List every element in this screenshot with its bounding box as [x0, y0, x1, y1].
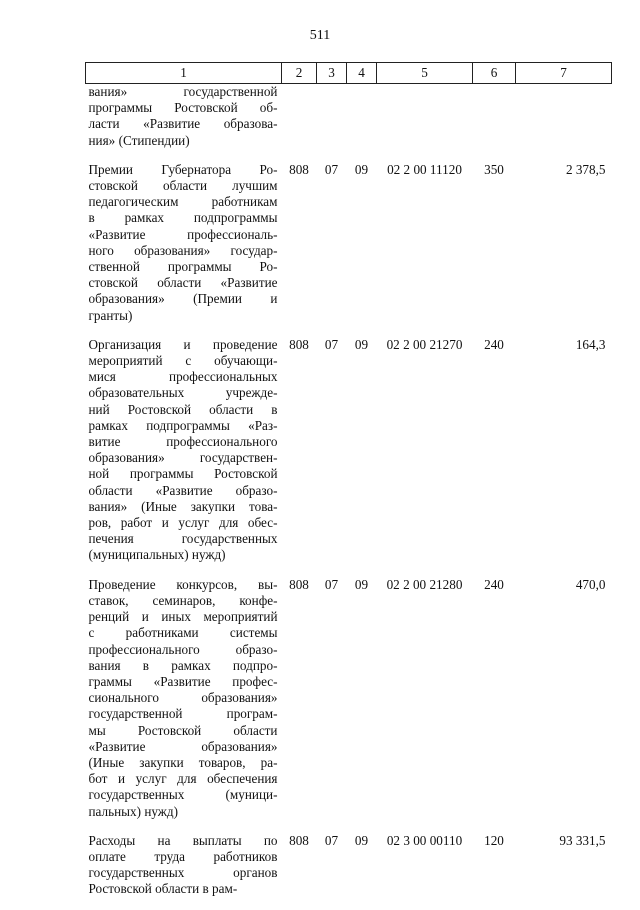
row-description [86, 832, 282, 910]
description-line: стовской области «Развитие [88, 275, 278, 291]
description-line: государственных органов [88, 865, 278, 881]
description-line: ний Ростовской области в [88, 401, 278, 417]
description-line: в рамках подпрограммы [88, 210, 278, 226]
ministry-code-cell: 808 [289, 161, 309, 177]
column-header-7: 7 [516, 63, 612, 84]
description-line: ренций и иных мероприятий [88, 609, 278, 625]
description-line: пальных) нужд) [88, 803, 179, 819]
description-line: граммы «Развитие профес- [88, 673, 278, 689]
description-line: программы Ростовской об- [88, 100, 278, 116]
column-header-5: 5 [377, 63, 473, 84]
description-line: витие профессионального [88, 434, 278, 450]
description-line: оплате труда работников [88, 848, 278, 864]
target-article-cell: 02 3 00 00110 [386, 832, 463, 848]
description-line: образовательных учрежде- [88, 385, 278, 401]
description-line: ного образования» государ- [88, 242, 278, 258]
ministry-code-cell: 808 [289, 336, 309, 352]
description-line: педагогическим работникам [88, 194, 278, 210]
column-header-3: 3 [317, 63, 347, 84]
subsection-code-cell: 09 [354, 832, 369, 848]
amount-cell: 2 378,5 [565, 161, 606, 177]
description-line: Проведение конкурсов, вы- [88, 576, 278, 592]
table-row [86, 832, 612, 910]
description-line: вания» (Иные закупки това- [88, 498, 278, 514]
description-line: стовской области лучшим [88, 178, 278, 194]
budget-table [85, 62, 612, 910]
description-line: образования» (Премии и [88, 291, 278, 307]
ministry-code-cell: 808 [289, 832, 309, 848]
subsection-code-cell: 09 [354, 336, 369, 352]
row-description [86, 161, 282, 336]
expense-type-cell: 240 [484, 576, 504, 592]
description-line: (муниципальных) нужд) [88, 547, 226, 563]
section-code-cell: 07 [324, 832, 339, 848]
column-header-2: 2 [282, 63, 317, 84]
amount-cell: 470,0 [575, 576, 606, 592]
column-header-1: 1 [86, 63, 282, 84]
description-line: Премии Губернатора Ро- [88, 161, 278, 177]
description-line: «Развитие профессиональ- [88, 226, 278, 242]
description-line: печения государственных [88, 531, 278, 547]
target-article-cell: 02 2 00 11120 [387, 161, 462, 177]
table-header [86, 63, 612, 84]
subsection-code-cell: 09 [354, 576, 369, 592]
row-description [86, 576, 282, 832]
description-line: ров, работ и услуг для обес- [88, 515, 278, 531]
section-code-cell: 07 [324, 336, 339, 352]
amount-cell: 93 331,5 [559, 832, 606, 848]
expense-type-cell: 240 [484, 336, 504, 352]
empty-cell [347, 84, 377, 161]
description-line: (Иные закупки товаров, ра- [88, 754, 278, 770]
target-article-cell: 02 2 00 21270 [386, 336, 463, 352]
empty-cell [317, 84, 347, 161]
description-line: гранты) [88, 307, 133, 323]
column-header-4: 4 [347, 63, 377, 84]
description-line: мероприятий с обучающи- [88, 353, 278, 369]
description-line: ния» (Стипендии) [88, 132, 190, 148]
description-line: профессионального образо- [88, 641, 278, 657]
description-line: сионального образования» [88, 690, 278, 706]
description-line: мися профессиональных [88, 369, 278, 385]
description-line: государственных (муници- [88, 787, 278, 803]
description-line: «Развитие образования» [88, 738, 278, 754]
row-description [86, 84, 282, 161]
description-line: образования» государствен- [88, 450, 278, 466]
table-row [86, 576, 612, 832]
empty-cell [377, 84, 473, 161]
table-row [86, 336, 612, 576]
description-line: ной программы Ростовской [88, 466, 278, 482]
description-line: государственной програм- [88, 706, 278, 722]
description-line: ставок, семинаров, конфе- [88, 592, 278, 608]
expense-type-cell: 350 [484, 161, 504, 177]
description-line: бот и услуг для обеспечения [88, 771, 278, 787]
description-line: Расходы на выплаты по [88, 832, 278, 848]
expense-type-cell: 120 [484, 832, 504, 848]
description-line: ласти «Развитие образова- [88, 116, 278, 132]
section-code-cell: 07 [324, 161, 339, 177]
empty-cell [473, 84, 516, 161]
description-line: вания» государственной [88, 84, 278, 99]
description-line: рамках подпрограммы «Раз- [88, 417, 278, 433]
section-code-cell: 07 [324, 576, 339, 592]
subsection-code-cell: 09 [354, 161, 369, 177]
table-body [86, 84, 612, 910]
description-line: мы Ростовской области [88, 722, 278, 738]
description-line: ственной программы Ро- [88, 259, 278, 275]
target-article-cell: 02 2 00 21280 [386, 576, 463, 592]
page-number: 511 [309, 28, 331, 43]
description-line: Ростовской области в рам- [88, 881, 238, 897]
description-line: Организация и проведение [88, 336, 278, 352]
description-line: области «Развитие образо- [88, 482, 278, 498]
empty-cell [516, 84, 612, 161]
description-line: с работниками системы [88, 625, 278, 641]
table-row-continuation [86, 84, 612, 161]
empty-cell [282, 84, 317, 161]
description-line: вания в рамках подпро- [88, 657, 278, 673]
amount-cell: 164,3 [575, 336, 606, 352]
column-header-6: 6 [473, 63, 516, 84]
row-description [86, 336, 282, 576]
ministry-code-cell: 808 [289, 576, 309, 592]
table-row [86, 161, 612, 336]
